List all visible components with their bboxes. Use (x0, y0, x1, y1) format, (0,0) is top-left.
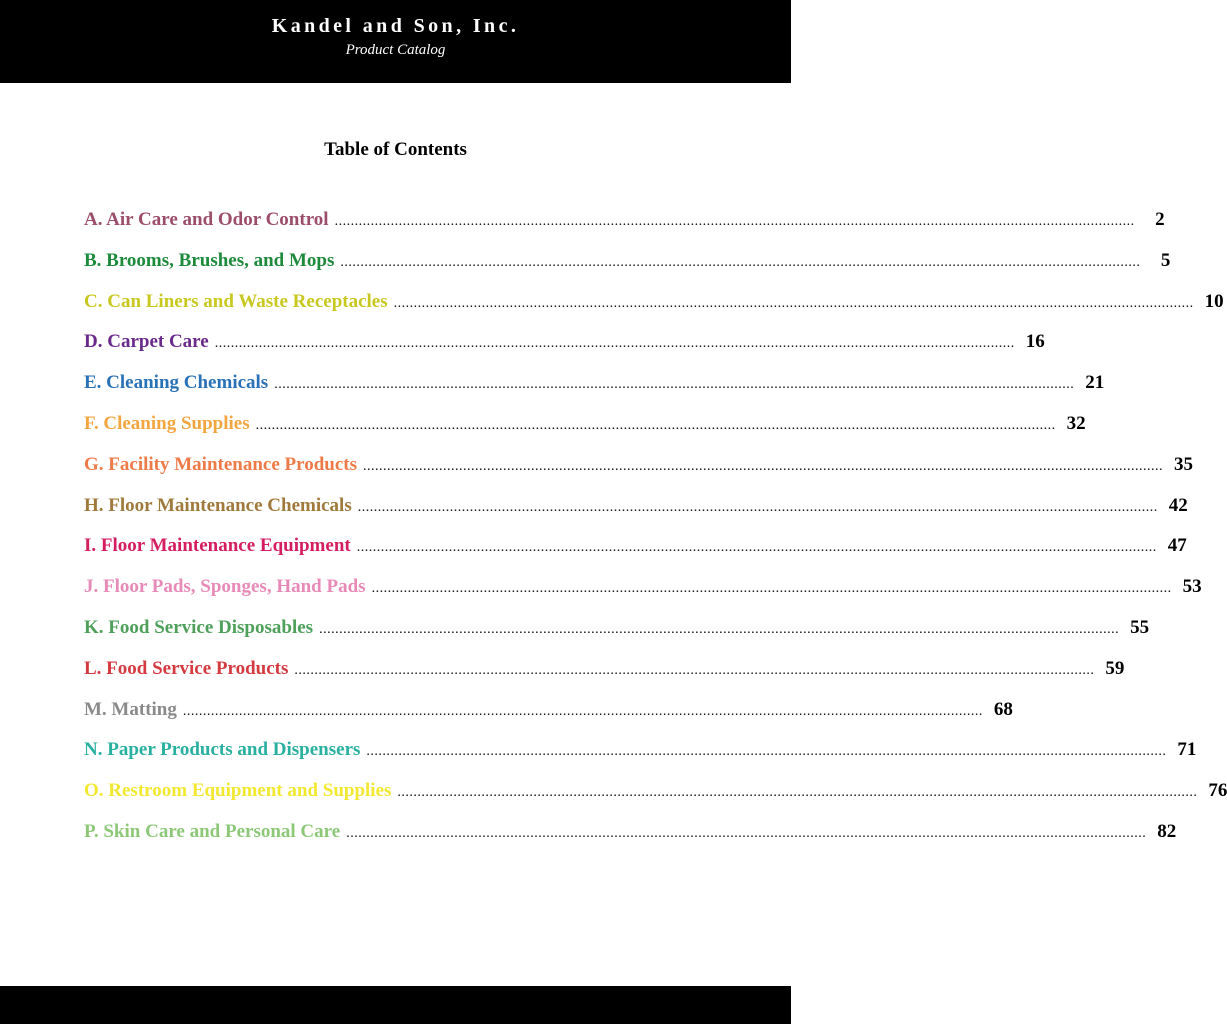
toc-entry-page: 21 (1085, 372, 1105, 394)
toc-entry-label: C. Can Liners and Waste Receptacles (84, 290, 388, 312)
toc-entry[interactable] (84, 698, 1013, 739)
toc-entry-page: 47 (1167, 535, 1187, 557)
toc-entry-label: J. Floor Pads, Sponges, Hand Pads (84, 576, 366, 598)
toc-entry[interactable] (84, 657, 1125, 698)
toc-entry-page: 42 (1168, 494, 1188, 516)
toc-leader-dots: ........................................................................................................................................................................................................ (294, 662, 1095, 678)
toc-entry[interactable] (84, 820, 1177, 861)
toc-entry-label: F. Cleaning Supplies (84, 412, 250, 434)
toc-leader-dots: ........................................................................................................................................................................................................ (397, 785, 1198, 801)
toc-leader-dots: ........................................................................................................................................................................................................ (363, 458, 1164, 474)
footer-bar (0, 986, 791, 1024)
toc-entry-page: 53 (1182, 576, 1202, 598)
toc-leader-dots: ........................................................................................................................................................................................................ (357, 499, 1158, 515)
toc-entry-page: 71 (1177, 739, 1197, 761)
toc-entry-page: 2 (1155, 209, 1165, 230)
toc-list (84, 208, 1227, 861)
toc-leader-dots: ........................................................................................................................................................................................................ (319, 621, 1120, 637)
toc-entry-label: K. Food Service Disposables (84, 616, 314, 638)
toc-title: Table of Contents (324, 139, 467, 160)
toc-entry-label: O. Restroom Equipment and Supplies (84, 780, 392, 802)
toc-entry-label: L. Food Service Products (84, 657, 289, 679)
toc-entry-label: E. Cleaning Chemicals (84, 372, 269, 394)
toc-entry-label: N. Paper Products and Dispensers (84, 739, 361, 761)
toc-entry-label: M. Matting (84, 698, 177, 720)
toc-entry-page: 16 (1025, 331, 1045, 353)
toc-leader-dots: ........................................................................................................................................................................................................ (214, 336, 1015, 352)
toc-leader-dots: ........................................................................................................................................................................................................ (371, 581, 1172, 597)
toc-leader-dots: ........................................................................................................................................................................................................ (340, 254, 1141, 270)
toc-entry-page: 35 (1174, 453, 1194, 475)
toc-leader-dots: ........................................................................................................................................................................................................ (366, 744, 1167, 760)
toc-leader-dots: ........................................................................................................................................................................................................ (356, 540, 1157, 556)
toc-entry-page: 76 (1208, 780, 1227, 802)
toc-entry-page: 55 (1130, 616, 1150, 638)
toc-leader-dots: ........................................................................................................................................................................................................ (346, 825, 1147, 841)
company-name: Kandel and Son, Inc. (271, 15, 520, 37)
toc-entry[interactable] (84, 534, 1187, 575)
toc-entry[interactable] (84, 453, 1194, 494)
toc-entry-label: I. Floor Maintenance Equipment (84, 535, 351, 557)
toc-leader-dots: ........................................................................................................................................................................................................ (182, 703, 983, 719)
toc-entry[interactable] (84, 738, 1197, 779)
toc-entry-page: 68 (993, 698, 1013, 720)
toc-entry[interactable] (84, 208, 1165, 249)
toc-entry[interactable] (84, 575, 1202, 616)
toc-entry[interactable] (84, 290, 1224, 331)
toc-entry[interactable] (84, 412, 1086, 453)
toc-leader-dots: ........................................................................................................................................................................................................ (255, 417, 1056, 433)
toc-leader-dots: ........................................................................................................................................................................................................ (393, 295, 1194, 311)
toc-leader-dots: ........................................................................................................................................................................................................ (274, 377, 1075, 393)
toc-entry-page: 82 (1157, 820, 1177, 842)
header-banner (0, 0, 791, 83)
toc-entry-label: B. Brooms, Brushes, and Mops (84, 249, 335, 271)
toc-entry[interactable] (84, 616, 1150, 657)
toc-entry[interactable] (84, 249, 1171, 290)
toc-entry-page: 5 (1160, 249, 1171, 271)
toc-entry-label: D. Carpet Care (84, 331, 209, 353)
catalog-subtitle: Product Catalog (345, 42, 446, 58)
toc-entry-label: G. Facility Maintenance Products (84, 453, 358, 475)
toc-entry-page: 59 (1105, 657, 1125, 679)
toc-entry-page: 10 (1204, 290, 1224, 312)
toc-leader-dots: ........................................................................................................................................................................................................ (334, 214, 1135, 229)
toc-entry[interactable] (84, 330, 1045, 371)
toc-entry-label: H. Floor Maintenance Chemicals (84, 494, 352, 516)
toc-entry-label: P. Skin Care and Personal Care (84, 820, 341, 842)
toc-entry-page: 32 (1066, 412, 1086, 434)
toc-entry-label: A. Air Care and Odor Control (84, 209, 329, 230)
toc-entry[interactable] (84, 494, 1188, 535)
toc-entry[interactable] (84, 371, 1105, 412)
toc-entry[interactable] (84, 779, 1227, 820)
